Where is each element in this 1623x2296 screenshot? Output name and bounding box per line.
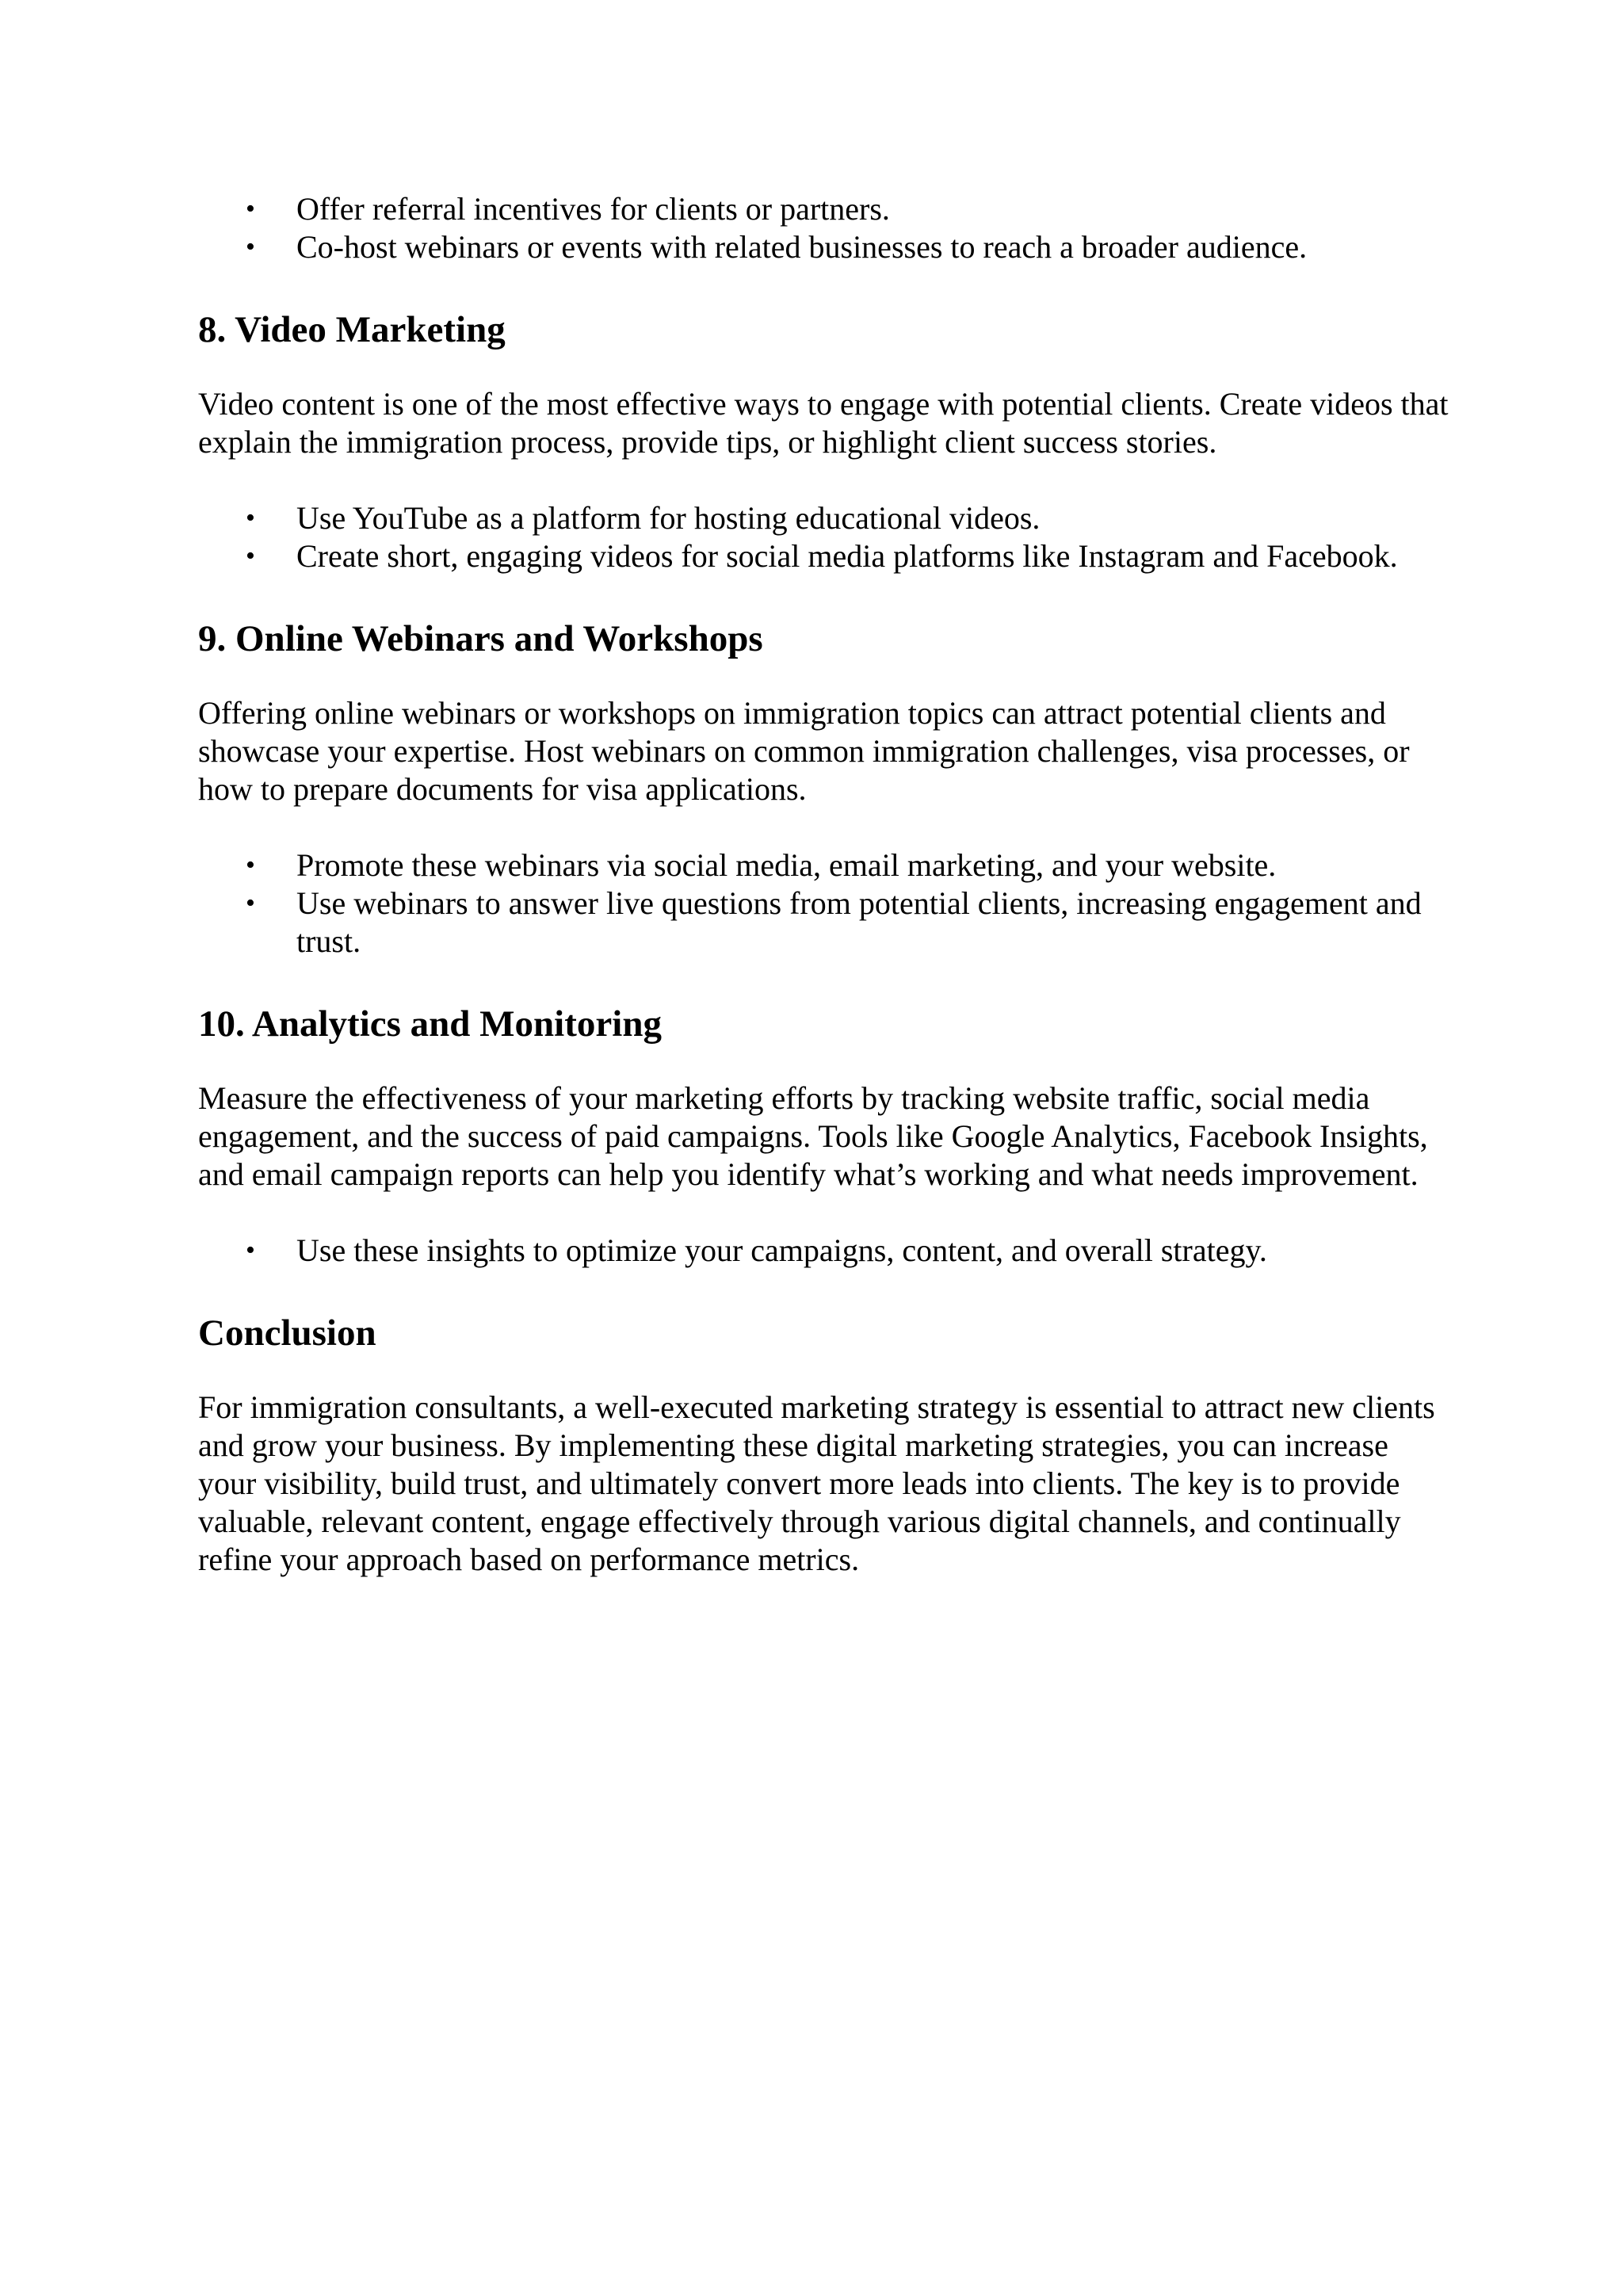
list-item-text: Use webinars to answer live questions from potential clients, increasing engagement and trust. [296, 885, 1422, 959]
referral-bullet-list [198, 190, 1450, 266]
list-item-text: Use these insights to optimize your campaigns, content, and overall strategy. [296, 1232, 1267, 1268]
video-marketing-bullet-list [198, 499, 1450, 575]
list-item-text: Use YouTube as a platform for hosting educational videos. [296, 500, 1041, 536]
list-item-text: Offer referral incentives for clients or partners. [296, 191, 890, 227]
list-item-text: Promote these webinars via social media, email marketing, and your website. [296, 847, 1277, 883]
bullet-icon: • [246, 1236, 255, 1265]
section-heading-online-webinars: 9. Online Webinars and Workshops [198, 618, 763, 659]
section-paragraph-analytics: Measure the effectiveness of your marketing efforts by tracking website traffic, social media engagement, and the success of paid campaigns. Tools like Google Analytics, Facebook Insights, and email campaign reports can help you identify what’s working and what needs improvement. [198, 1080, 1428, 1192]
list-item [246, 1232, 1450, 1270]
list-item-text: Create short, engaging videos for social media platforms like Instagram and Facebook. [296, 538, 1398, 574]
section-paragraph-video-marketing: Video content is one of the most effective ways to engage with potential clients. Create videos that explain the immigration process, provide tips, or highlight client success stories. [198, 386, 1449, 460]
section-heading-analytics: 10. Analytics and Monitoring [198, 1003, 662, 1045]
online-webinars-bullet-list [198, 846, 1450, 961]
list-item [246, 228, 1450, 266]
bullet-icon: • [246, 850, 255, 880]
section-heading-video-marketing: 8. Video Marketing [198, 309, 506, 350]
section-heading-conclusion: Conclusion [198, 1312, 376, 1354]
list-item [246, 537, 1450, 575]
section-paragraph-online-webinars: Offering online webinars or workshops on immigration topics can attract potential clients and showcase your expertise. Host webinars on common immigration challenges, visa processes, or how to prepare documents for visa applications. [198, 695, 1410, 807]
bullet-icon: • [246, 888, 255, 918]
bullet-icon: • [246, 541, 255, 571]
list-item [246, 884, 1450, 961]
analytics-bullet-list [198, 1232, 1450, 1270]
bullet-icon: • [246, 503, 255, 533]
list-item [246, 190, 1450, 228]
list-item [246, 499, 1450, 537]
section-paragraph-conclusion: For immigration consultants, a well-executed marketing strategy is essential to attract new clients and grow your business. By implementing these digital marketing strategies, you can increase your visibility, build trust, and ultimately convert more leads into clients. The key is to provide valuable, relevant content, engage effectively through various digital channels, and continually refine your approach based on performance metrics. [198, 1389, 1435, 1577]
bullet-icon: • [246, 232, 255, 262]
list-item [246, 846, 1450, 884]
bullet-icon: • [246, 194, 255, 223]
list-item-text: Co-host webinars or events with related businesses to reach a broader audience. [296, 229, 1308, 265]
page-content [198, 190, 1450, 1579]
